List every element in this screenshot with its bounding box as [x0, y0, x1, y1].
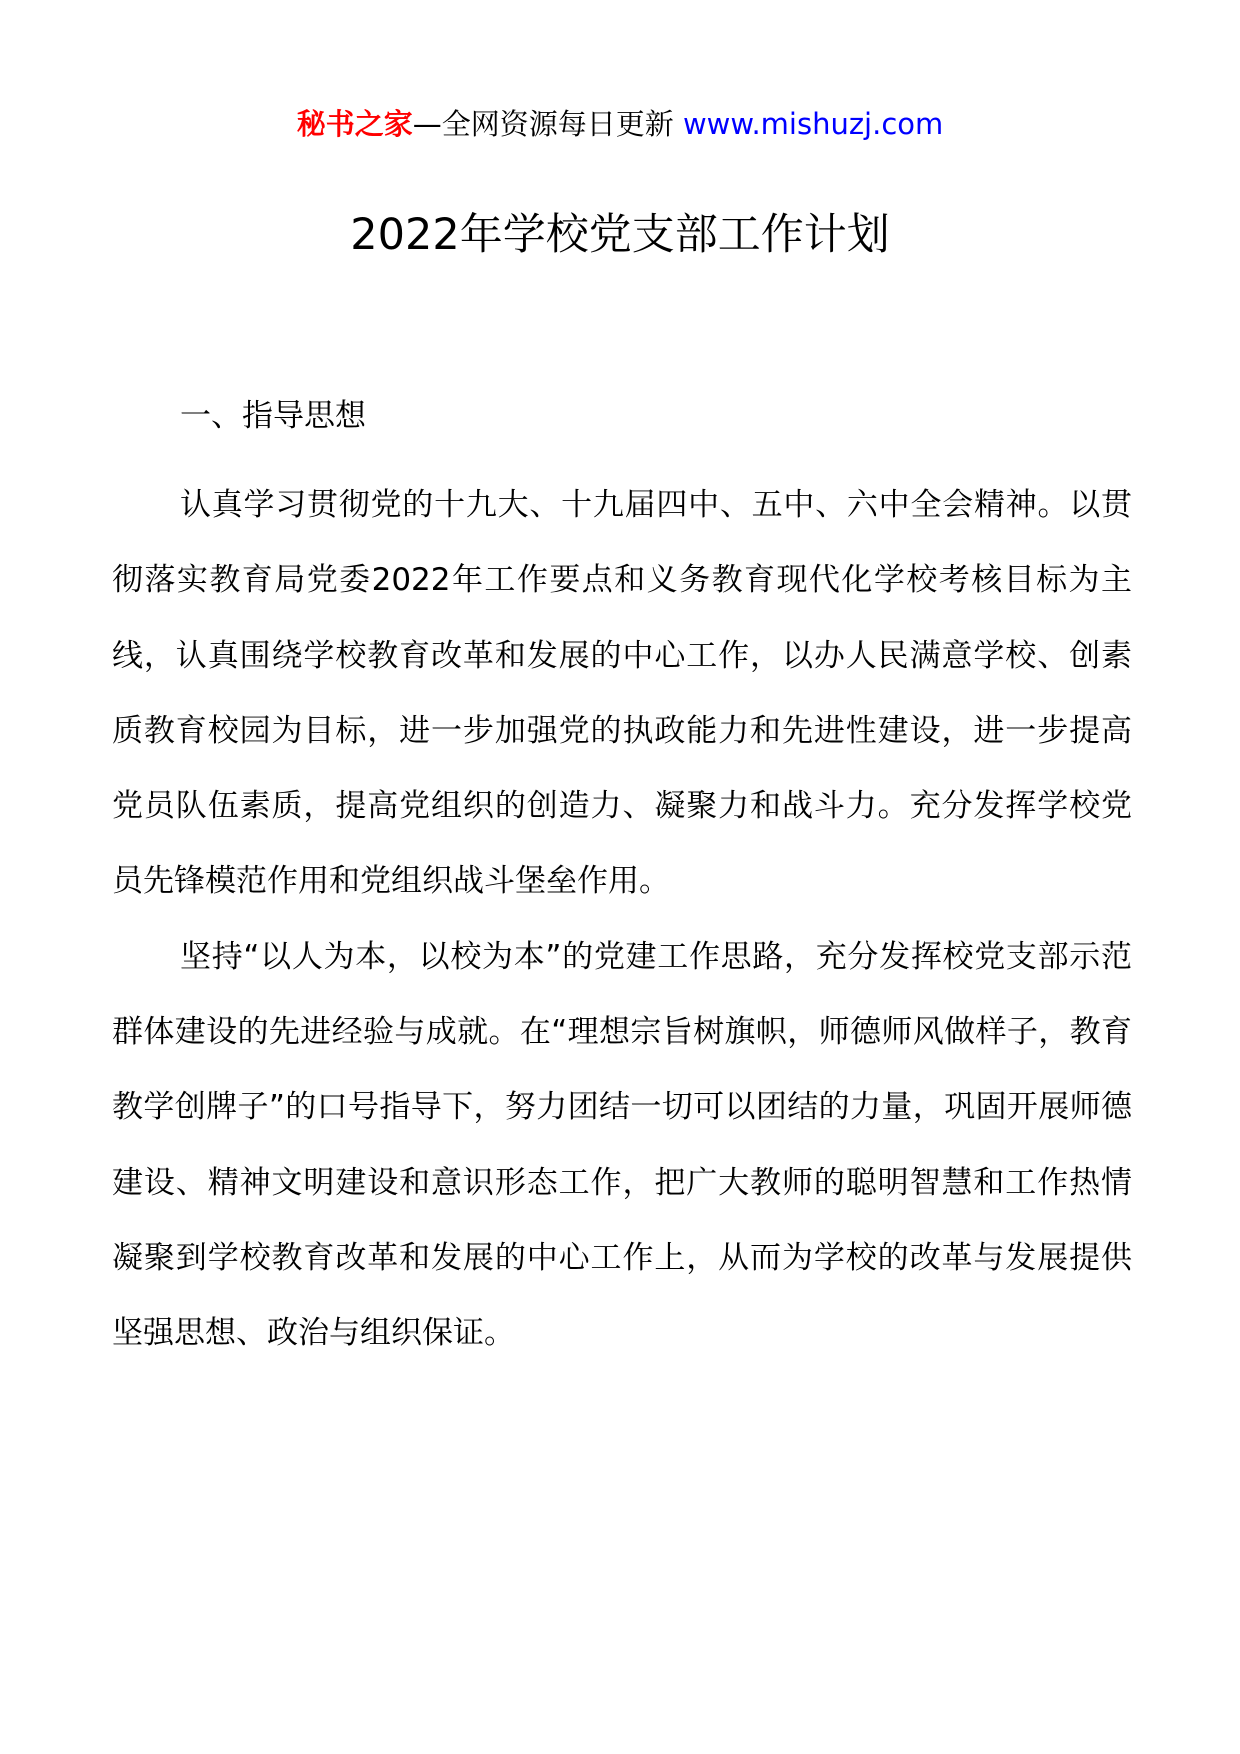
brand-name: 秘书之家: [296, 107, 413, 141]
body-paragraph-2: 坚持“以人为本，以校为本”的党建工作思路，充分发挥校党支部示范群体建设的先进经验与成就。在“理想宗旨树旗帜，师德师风做样子，教育教学创牌子”的口号指导下，努力团结一切可以团结的力量，巩固开展师德建设、精神文明建设和意识形态工作，把广大教师的聪明智慧和工作热情凝聚到学校教育改革和发展的中心工作上，从而为学校的改革与发展提供坚强思想、政治与组织保证。: [112, 938, 1132, 1352]
section-heading: 一、指导思想: [180, 398, 366, 434]
document-title: 2022年学校党支部工作计划: [350, 210, 890, 260]
document-body: [112, 378, 1132, 1372]
header-tagline: —全网资源每日更新: [412, 107, 674, 141]
site-header: [0, 100, 1240, 148]
site-url-link[interactable]: www.mishuzj.com: [682, 107, 944, 141]
body-paragraph-1: 认真学习贯彻党的十九大、十九届四中、五中、六中全会精神。以贯彻落实教育局党委2022年工作要点和义务教育现代化学校考核目标为主线，认真围绕学校教育改革和发展的中心工作，以办人民满意学校、创素质教育校园为目标，进一步加强党的执政能力和先进性建设，进一步提高党员队伍素质，提高党组织的创造力、凝聚力和战斗力。充分发挥学校党员先锋模范作用和党组织战斗堡垒作用。: [112, 487, 1132, 900]
